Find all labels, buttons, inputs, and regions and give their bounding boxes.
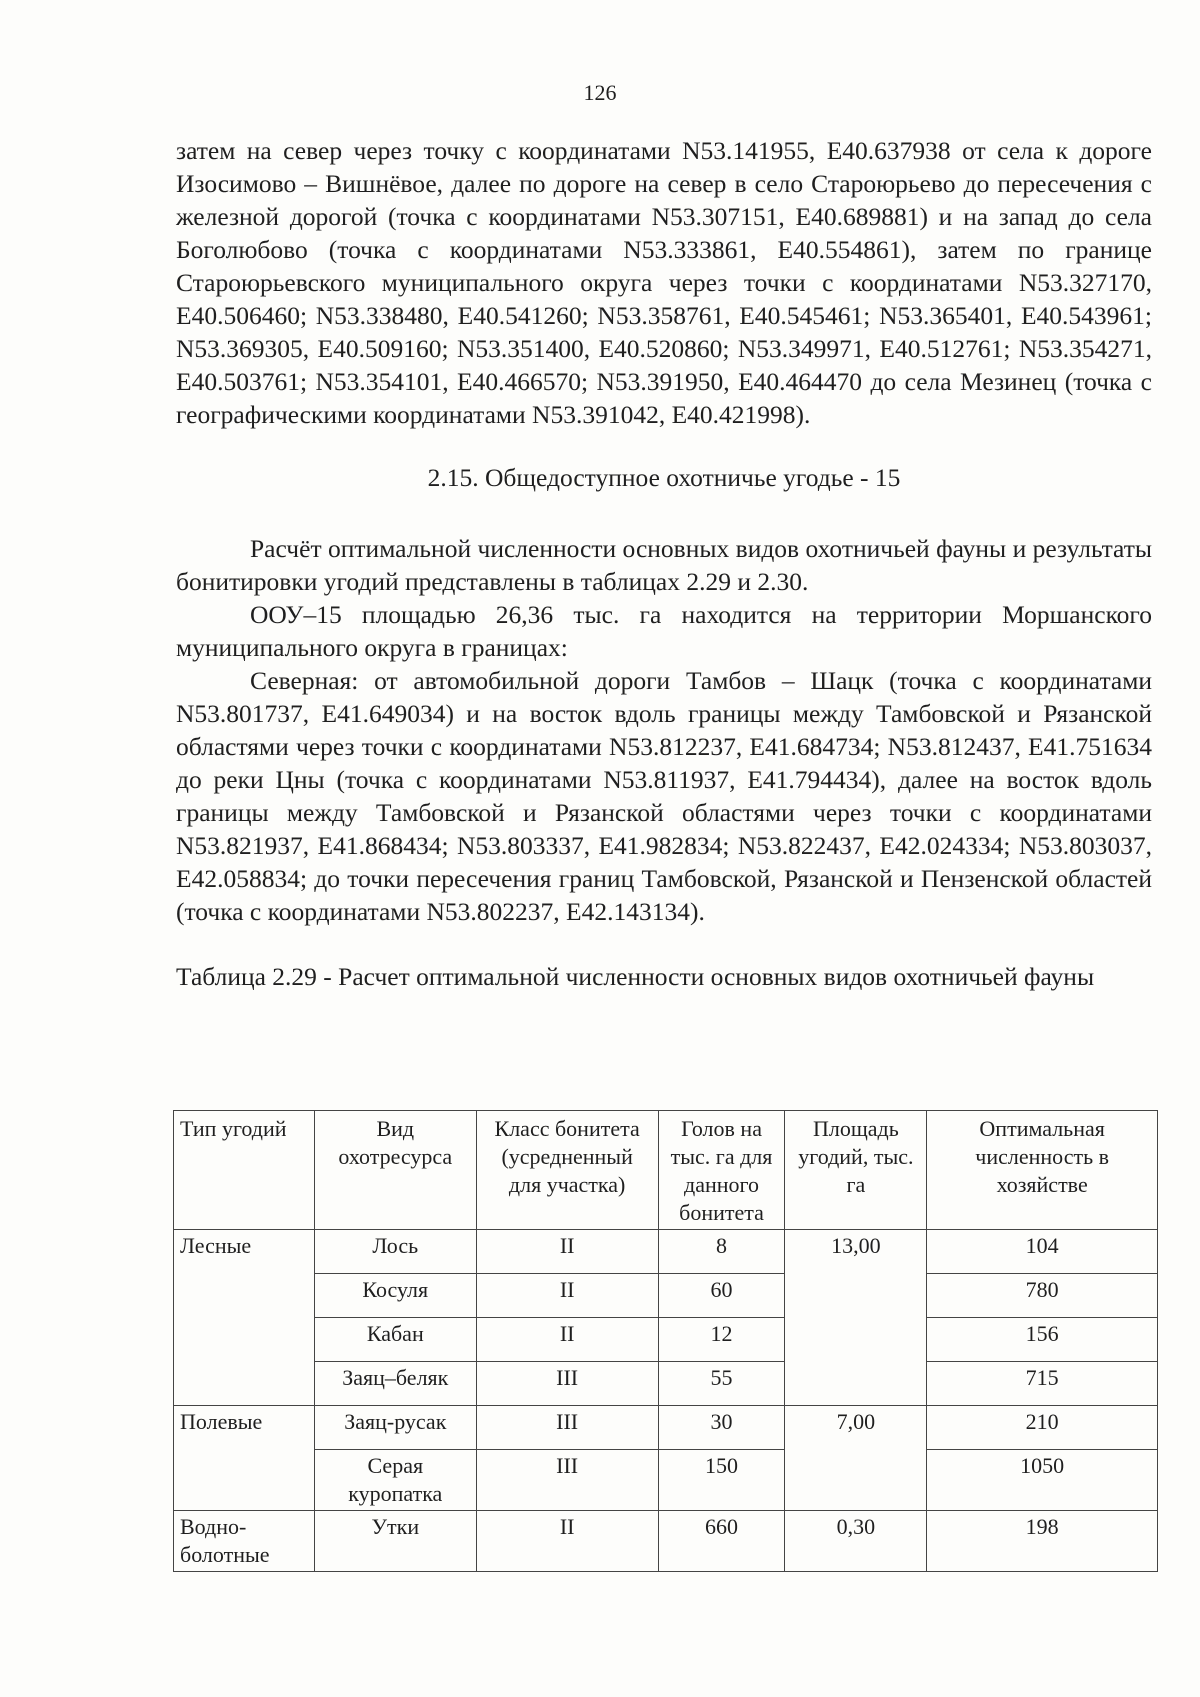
cell-optimal: 715 bbox=[927, 1362, 1158, 1406]
cell-class: III bbox=[476, 1406, 658, 1450]
cell-type: Водно-болотные bbox=[174, 1511, 315, 1572]
table-row bbox=[174, 1511, 1158, 1572]
cell-species: Косуля bbox=[314, 1274, 476, 1318]
cell-optimal: 1050 bbox=[927, 1450, 1158, 1511]
header-heads: Голов на тыс. га для данного бонитета bbox=[658, 1111, 785, 1230]
cell-heads: 8 bbox=[658, 1230, 785, 1274]
cell-type: Полевые bbox=[174, 1406, 315, 1511]
table-row bbox=[174, 1230, 1158, 1274]
cell-species: Кабан bbox=[314, 1318, 476, 1362]
section-heading: 2.15. Общедоступное охотничье угодье - 15 bbox=[427, 463, 901, 492]
cell-optimal: 210 bbox=[927, 1406, 1158, 1450]
cell-heads: 660 bbox=[658, 1511, 785, 1572]
cell-heads: 150 bbox=[658, 1450, 785, 1511]
cell-heads: 55 bbox=[658, 1362, 785, 1406]
table-row bbox=[174, 1406, 1158, 1450]
table-caption: Таблица 2.29 - Расчет оптимальной численности основных видов охотничьей фауны bbox=[176, 962, 1095, 991]
table-header-row bbox=[174, 1111, 1158, 1230]
cell-optimal: 104 bbox=[927, 1230, 1158, 1274]
document-body bbox=[176, 134, 1152, 993]
cell-species: Лось bbox=[314, 1230, 476, 1274]
cell-class: III bbox=[476, 1450, 658, 1511]
intro-paragraph: затем на север через точку с координатами N53.141955, E40.637938 от села к дороге Изосимово – Вишнёвое, далее по дороге на север в село Староюрьево до пересечения с железной дорогой (точка с координатами N53.307151, E40.689881) и на запад до села Боголюбово (точка с координатами N53.333861, E40.554861), затем по границе Староюрьевского муниципального округа через точки с координатами N53.327170, E40.506460; N53.338480, E40.541260; N53.358761, E40.545461; N53.365401, E40.543961; N53.369305, E40.509160; N53.351400, E40.520860; N53.349971, E40.512761; N53.354271, E40.503761; N53.354101, E40.466570; N53.391950, E40.464470 до села Мезинец (точка с географическими координатами N53.391042, E40.421998). bbox=[176, 136, 1152, 429]
header-optimal: Оптимальная численность в хозяйстве bbox=[927, 1111, 1158, 1230]
cell-heads: 60 bbox=[658, 1274, 785, 1318]
cell-type: Лесные bbox=[174, 1230, 315, 1406]
header-area: Площадь угодий, тыс. га bbox=[785, 1111, 927, 1230]
paragraph-north-border: Северная: от автомобильной дороги Тамбов – Шацк (точка с координатами N53.801737, E41.649034) и на восток вдоль границы между Тамбовской и Рязанской областями через точки с координатами N53.812237, E41.684734; N53.812437, E41.751634 до реки Цны (точка с координатами N53.811937, E41.794434), далее на восток вдоль границы между Тамбовской и Рязанской областями через точки с координатами N53.821937, E41.868434; N53.803337, E41.982834; N53.822437, E42.024334; N53.803037, E42.058834; до точки пересечения границ Тамбовской, Рязанской и Пензенской областей (точка с координатами N53.802237, E42.143134). bbox=[176, 666, 1152, 926]
cell-area: 13,00 bbox=[785, 1230, 927, 1406]
cell-species: Заяц–беляк bbox=[314, 1362, 476, 1406]
cell-heads: 12 bbox=[658, 1318, 785, 1362]
cell-class: III bbox=[476, 1362, 658, 1406]
cell-area: 7,00 bbox=[785, 1406, 927, 1511]
table-row bbox=[174, 1318, 1158, 1362]
cell-heads: 30 bbox=[658, 1406, 785, 1450]
header-type: Тип угодий bbox=[174, 1111, 315, 1230]
cell-species: Заяц-русак bbox=[314, 1406, 476, 1450]
cell-optimal: 198 bbox=[927, 1511, 1158, 1572]
table-row bbox=[174, 1362, 1158, 1406]
population-table bbox=[173, 1110, 1158, 1572]
cell-class: II bbox=[476, 1230, 658, 1274]
table-row bbox=[174, 1450, 1158, 1511]
header-class: Класс бонитета (усредненный для участка) bbox=[476, 1111, 658, 1230]
cell-species: Серая куропатка bbox=[314, 1450, 476, 1511]
cell-optimal: 780 bbox=[927, 1274, 1158, 1318]
page-number: 126 bbox=[583, 80, 617, 105]
table-row bbox=[174, 1274, 1158, 1318]
cell-class: II bbox=[476, 1318, 658, 1362]
paragraph-tables-reference: Расчёт оптимальной численности основных видов охотничьей фауны и результаты бонитировки угодий представлены в таблицах 2.29 и 2.30. bbox=[176, 534, 1152, 596]
header-species: Вид охотресурса bbox=[314, 1111, 476, 1230]
paragraph-area: ООУ–15 площадью 26,36 тыс. га находится на территории Моршанского муниципального округа в границах: bbox=[176, 600, 1152, 662]
cell-species: Утки bbox=[314, 1511, 476, 1572]
cell-area: 0,30 bbox=[785, 1511, 927, 1572]
cell-class: II bbox=[476, 1511, 658, 1572]
cell-class: II bbox=[476, 1274, 658, 1318]
cell-optimal: 156 bbox=[927, 1318, 1158, 1362]
